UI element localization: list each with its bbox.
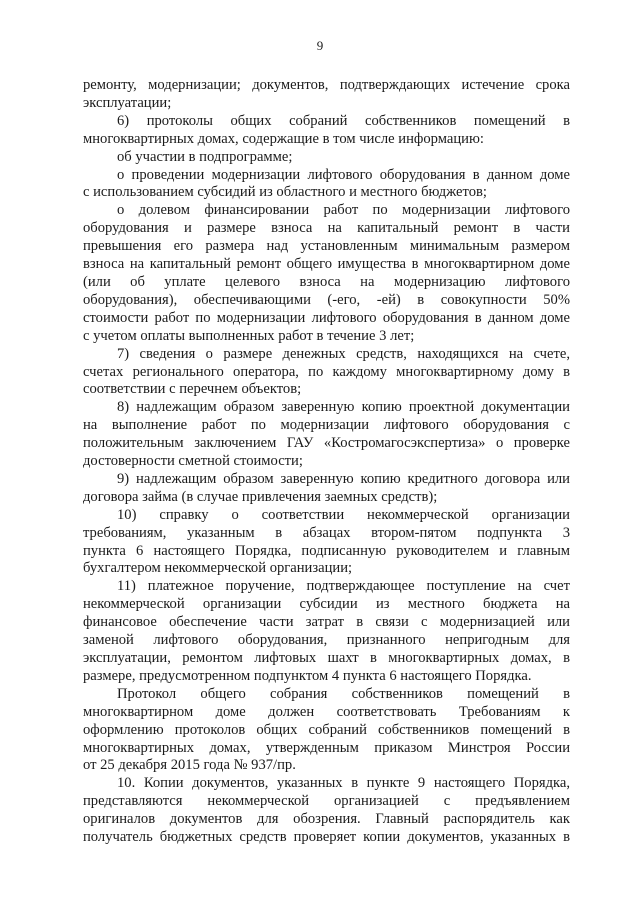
text-line: с учетом оплаты выполненных работ в течение 3 лет; bbox=[83, 327, 415, 344]
text-line: оборудования), обеспечивающими (-его, -ей) в совокупности 50% bbox=[83, 291, 570, 308]
text-line: заменой лифтового оборудования, признанного непригодным для bbox=[83, 632, 570, 649]
text-line: эксплуатации, ремонтом лифтовых шахт в многоквартирных домах, в bbox=[83, 650, 570, 666]
text-line: пункта 6 настоящего Порядка, подписанную руководителем и главным bbox=[83, 542, 570, 559]
text-line: получатель бюджетных средств проверяет копии документов, указанных в bbox=[83, 829, 570, 846]
text-line: на выполнение работ по модернизации лифтового оборудования с bbox=[83, 417, 570, 434]
document-body bbox=[83, 77, 570, 847]
text-line: 6) протоколы общих собраний собственников помещений в bbox=[117, 112, 570, 129]
text-line: от 25 декабря 2015 года № 937/пр. bbox=[83, 757, 296, 774]
text-line: эксплуатации; bbox=[83, 94, 172, 111]
text-line: договора займа (в случае привлечения заемных средств); bbox=[83, 488, 438, 505]
text-line: 9) надлежащим образом заверенную копию кредитного договора или bbox=[117, 470, 570, 487]
text-line: некоммерческой организации субсидии из местного бюджета на bbox=[83, 596, 570, 613]
text-line: достоверности сметной стоимости; bbox=[83, 453, 303, 470]
text-line: оригиналов документов для обозрения. Главный распорядитель как bbox=[83, 811, 570, 828]
text-line: стоимости работ по модернизации лифтового оборудования в данном доме bbox=[83, 309, 570, 326]
text-line: представляются некоммерческой организацией с предъявлением bbox=[83, 793, 570, 810]
text-line: размере, предусмотренном подпунктом 4 пункта 6 настоящего Порядка. bbox=[83, 667, 532, 684]
text-line: финансовое обеспечение части затрат в связи с модернизацией или bbox=[83, 614, 570, 631]
text-line: об участии в подпрограмме; bbox=[117, 148, 293, 165]
text-line: соответствии с перечнем объектов; bbox=[83, 381, 302, 398]
text-line: оборудования и размере взноса на капитальный ремонт в части bbox=[83, 220, 570, 237]
text-line: 11) платежное поручение, подтверждающее поступление на счет bbox=[117, 578, 570, 595]
page-number: 9 bbox=[316, 38, 324, 53]
text-line: многоквартирных домах, утвержденным приказом Минстроя России bbox=[83, 739, 570, 756]
text-line: бухгалтером некоммерческой организации; bbox=[83, 560, 353, 577]
text-line: счетах регионального оператора, по каждому многоквартирному дому в bbox=[83, 363, 570, 380]
text-line: многоквартирном доме должен соответствовать Требованиям к bbox=[83, 703, 570, 720]
text-line: 7) сведения о размере денежных средств, находящихся на счете, bbox=[117, 345, 570, 362]
text-line: взноса на капитальный ремонт общего имущества в многоквартирном доме bbox=[83, 256, 570, 273]
text-line: Протокол общего собрания собственников помещений в bbox=[117, 685, 570, 702]
text-line: требованиям, указанным в абзацах втором-пятом подпункта 3 bbox=[83, 524, 570, 541]
text-line: превышения его размера над установленным минимальным размером bbox=[83, 238, 570, 255]
text-line: 10. Копии документов, указанных в пункте 9 настоящего Порядка, bbox=[117, 775, 570, 792]
text-line: 10) справку о соответствии некоммерческой организации bbox=[117, 506, 570, 523]
text-line: о проведении модернизации лифтового оборудования в данном доме bbox=[117, 166, 570, 183]
text-line: многоквартирных домах, содержащие в том числе информацию: bbox=[83, 130, 484, 147]
text-line: оформлению протоколов общих собраний собственников помещений в bbox=[83, 721, 570, 738]
text-line: положительным заключением ГАУ «Костромагосэкспертиза» о проверке bbox=[83, 435, 570, 452]
text-line: о долевом финансировании работ по модернизации лифтового bbox=[117, 202, 570, 219]
text-line: 8) надлежащим образом заверенную копию проектной документации bbox=[117, 399, 570, 416]
text-line: ремонту, модернизации; документов, подтверждающих истечение срока bbox=[83, 77, 570, 93]
text-line: (или об уплате целевого взноса на модернизацию лифтового bbox=[83, 273, 570, 290]
text-line: с использованием субсидий из областного и местного бюджетов; bbox=[83, 184, 487, 201]
